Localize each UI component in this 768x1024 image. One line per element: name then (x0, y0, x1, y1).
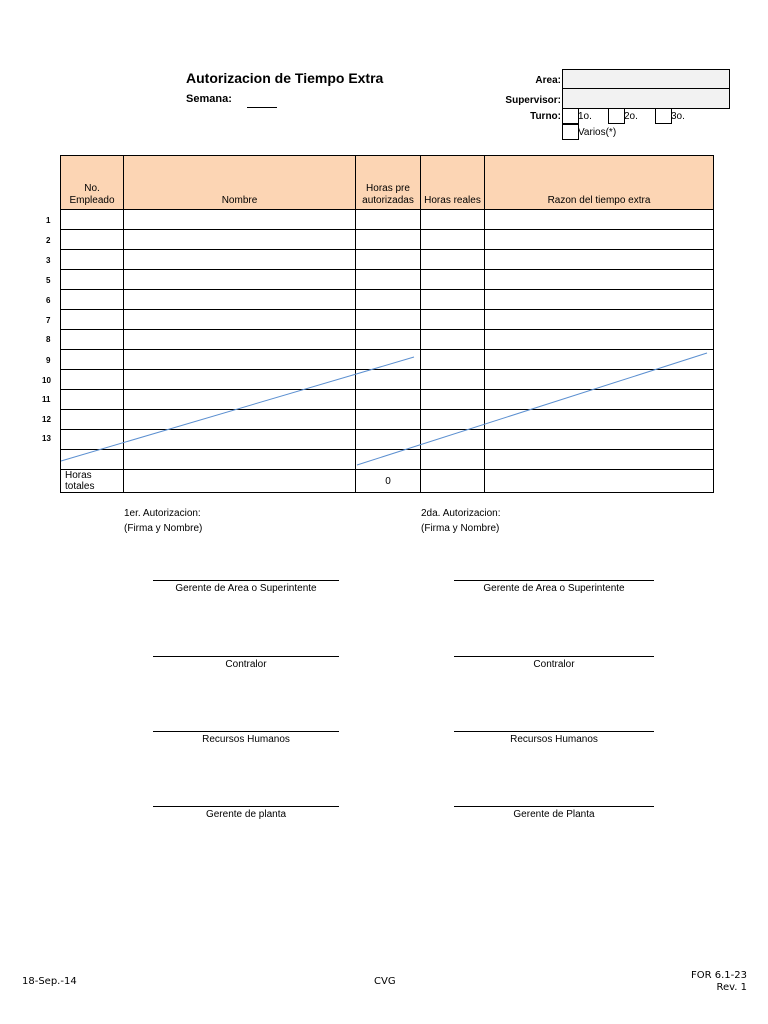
signature-line[interactable] (153, 731, 339, 732)
signature-line[interactable] (454, 656, 654, 657)
footer-center: CVG (374, 976, 396, 987)
row-number: 8 (46, 335, 51, 344)
row-number: 13 (42, 434, 51, 443)
row-number: 6 (46, 296, 51, 305)
row-number: 10 (42, 376, 51, 385)
row-number: 12 (42, 415, 51, 424)
signature-line[interactable] (153, 806, 339, 807)
footer-form-code: FOR 6.1-23 (691, 970, 747, 981)
totals-label: Horas totales (61, 470, 124, 493)
row-number: 1 (46, 216, 51, 225)
semana-label: Semana: (186, 93, 232, 105)
row-number: 7 (46, 316, 51, 325)
signature-role: Gerente de Area o Superintente (483, 583, 625, 594)
strike-line-right (357, 353, 707, 465)
turno-label: Turno: (530, 111, 561, 122)
signature-line[interactable] (454, 731, 654, 732)
form-title: Autorizacion de Tiempo Extra (186, 70, 384, 86)
signature-role: Recursos Humanos (510, 734, 598, 745)
footer-revision: Rev. 1 (716, 982, 747, 993)
signature-line[interactable] (153, 580, 339, 581)
strike-line-left (61, 357, 414, 461)
totals-value: 0 (356, 470, 421, 493)
footer-date: 18-Sep.-14 (22, 976, 77, 987)
row-number: 3 (46, 256, 51, 265)
col-header-horas-pre: Horas pre autorizadas (356, 156, 421, 210)
varios-label: Varios(*) (578, 127, 617, 138)
row-number: 2 (46, 236, 51, 245)
signature-role: Gerente de Area o Superintente (175, 583, 317, 594)
first-auth-label: 1er. Autorizacion: (124, 508, 201, 519)
first-auth-firma: (Firma y Nombre) (124, 523, 203, 534)
col-header-nombre: Nombre (124, 156, 356, 210)
col-header-razon: Razon del tiempo extra (485, 156, 714, 210)
signature-line[interactable] (454, 806, 654, 807)
signature-role: Contralor (225, 659, 267, 670)
area-label: Area: (535, 75, 561, 86)
signature-line[interactable] (153, 656, 339, 657)
row-number: 9 (46, 356, 51, 365)
signature-role: Contralor (533, 659, 575, 670)
col-header-horas-reales: Horas reales (421, 156, 485, 210)
turno-3-label: 3o. (671, 111, 685, 122)
supervisor-label: Supervisor: (505, 95, 561, 106)
second-auth-label: 2da. Autorizacion: (421, 508, 501, 519)
col-header-no-empleado: No. Empleado (61, 156, 124, 210)
signature-line[interactable] (454, 580, 654, 581)
signature-role: Recursos Humanos (202, 734, 290, 745)
turno-2-label: 2o. (624, 111, 638, 122)
row-number: 5 (46, 276, 51, 285)
turno-1-label: 1o. (578, 111, 592, 122)
row-number: 11 (42, 395, 51, 404)
signature-role: Gerente de planta (205, 809, 287, 820)
second-auth-firma: (Firma y Nombre) (421, 523, 500, 534)
signature-role: Gerente de Planta (513, 809, 595, 820)
